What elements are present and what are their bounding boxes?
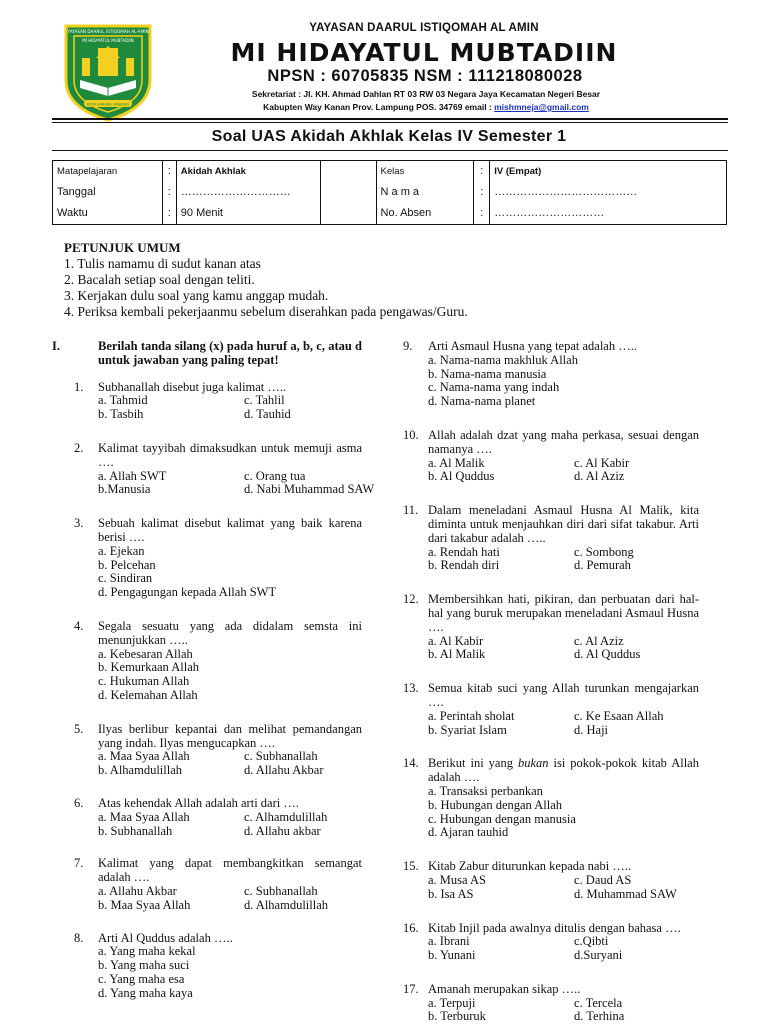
question-item (403, 983, 699, 1024)
question-item (403, 922, 699, 963)
question-text: Ilyas berlibur kepantai dan melihat pemandangan yang indah. Ilyas mengucapkan …. (98, 721, 362, 750)
answer-options (98, 885, 362, 913)
question-item (403, 682, 699, 737)
answer-option[interactable]: d. Muhammad SAW (574, 886, 677, 901)
answer-option[interactable]: b. Pelcehan (98, 557, 156, 572)
answer-options (98, 468, 375, 498)
answer-option[interactable]: c. Subhanallah (244, 883, 318, 898)
address-line-2-text: Kabupten Way Kanan Prov. Lampung POS. 34769 email : (263, 102, 495, 112)
instruction-item: 2. Bacalah setiap soal dengan teliti. (64, 272, 255, 287)
answer-option[interactable]: a. Kebesaran Allah (98, 646, 193, 661)
answer-option[interactable]: a. Al Malik (428, 455, 485, 470)
colon-cell (474, 161, 490, 225)
answer-option[interactable]: c. Nama-nama yang indah (428, 380, 560, 395)
question-number: 4. (74, 618, 84, 633)
answer-options (98, 811, 362, 839)
answer-options (98, 545, 362, 600)
answer-option[interactable]: a. Nama-nama makhluk Allah (428, 352, 578, 367)
answer-options (428, 935, 699, 963)
school-name: MI HIDAYATUL MUBTADIIN (230, 38, 618, 67)
value-subject: Akidah Akhlak (180, 166, 246, 177)
answer-option[interactable]: a. Al Kabir (428, 633, 484, 648)
answer-options (98, 945, 362, 1000)
instruction-item: 1. Tulis namamu di sudut kanan atas (64, 256, 261, 271)
logo-text-ribbon: KOTA KARANG PANJANG (86, 102, 130, 107)
answer-option[interactable]: a. Yang maha kekal (98, 944, 196, 959)
answer-option[interactable]: a. Allah SWT (98, 468, 167, 483)
info-label-cell (53, 161, 163, 225)
value-class: IV (Empat) (494, 166, 542, 177)
answer-option[interactable]: c. Tahlil (244, 393, 285, 408)
answer-option[interactable]: b. Yunani (428, 948, 476, 963)
answer-option[interactable]: c. Ke Esaan Allah (574, 708, 664, 723)
answer-option[interactable]: d. Pemurah (574, 558, 631, 573)
question-number: 1. (74, 379, 84, 394)
exam-title: Soal UAS Akidah Akhlak Kelas IV Semester 1 (211, 128, 567, 145)
logo-text-top: YAYASAN DAARUL ISTIQOMAH AL-AMIN (67, 29, 149, 34)
answer-option[interactable]: a. Ejekan (98, 543, 145, 558)
colon-cell (162, 161, 176, 225)
answer-option[interactable]: b. Syariat Islam (428, 722, 507, 737)
answer-option[interactable]: d. Kelemahan Allah (98, 687, 198, 702)
answer-option[interactable]: d. Tauhid (244, 407, 291, 422)
colon: : (167, 165, 171, 177)
answer-option[interactable]: c. Sindiran (98, 571, 153, 586)
question-text (428, 757, 699, 785)
answer-option[interactable]: a. Maa Syaa Allah (98, 809, 190, 824)
answer-options (428, 874, 699, 902)
colon: : (167, 207, 171, 219)
section-number: I. (52, 339, 60, 353)
answer-option[interactable]: b.Manusia (98, 482, 151, 497)
question-item (403, 757, 699, 840)
question-number: 9. (403, 339, 413, 353)
answer-option[interactable]: d. Alhamdulillah (244, 897, 329, 912)
question-text-part: Berikut ini yang (428, 756, 518, 771)
colon: : (480, 186, 484, 198)
answer-options (428, 785, 699, 840)
question-number: 8. (74, 930, 84, 945)
answer-option[interactable]: d.Suryani (574, 948, 623, 963)
answer-option[interactable]: c. Al Kabir (574, 455, 630, 470)
address-line-2 (0, 102, 768, 112)
question-number: 7. (74, 856, 84, 871)
answer-option[interactable]: d. Allahu akbar (244, 823, 321, 838)
answer-option[interactable]: c. Daud AS (574, 872, 632, 887)
answer-option[interactable]: b. Kemurkaan Allah (98, 660, 200, 675)
answer-option[interactable]: d. Pengagungan kepada Allah SWT (98, 585, 277, 600)
answer-option[interactable]: a. Rendah hati (428, 544, 500, 559)
label-subject: Matapelajaran (57, 166, 118, 177)
question-item (403, 340, 699, 409)
question-text: Kitab Zabur diturunkan kepada nabi ….. (428, 859, 632, 874)
address-line-1: Sekretariat : Jl. KH. Ahmad Dahlan RT 03 RW 03 Negara Jaya Kecamatan Negeri Besar (251, 89, 601, 99)
value-name[interactable]: ………………………………… (494, 186, 638, 198)
question-text: Kalimat tayyibah dimaksudkan untuk memuji asma …. (98, 440, 362, 469)
question-number: 2. (74, 440, 84, 455)
answer-options (428, 635, 699, 663)
answer-option[interactable]: c. Hukuman Allah (98, 674, 190, 689)
question-item (403, 593, 699, 662)
section-instruction: Berilah tanda silang (x) pada huruf a, b, c, atau d untuk jawaban yang paling tepat! (98, 339, 362, 367)
email-link[interactable]: mishmneja@gmail.com (494, 102, 589, 112)
question-text: Kitab Injil pada awalnya ditulis dengan bahasa …. (428, 920, 681, 935)
answer-option[interactable]: d. Nama-nama planet (428, 394, 536, 409)
answer-option[interactable]: c. Tercela (574, 995, 623, 1010)
answer-options (428, 710, 699, 738)
answer-option[interactable]: b. Al Quddus (428, 469, 495, 484)
info-spacer-cell (320, 161, 376, 225)
question-number: 10. (403, 427, 419, 442)
colon: : (480, 207, 484, 219)
info-table (52, 160, 727, 225)
answer-option[interactable]: c. Alhamdulillah (244, 809, 328, 824)
answer-option[interactable]: b. Nama-nama manusia (428, 366, 547, 381)
answer-option[interactable]: d. Al Quddus (574, 647, 641, 662)
question-text: Atas kehendak Allah adalah arti dari …. (98, 795, 299, 810)
question-text: Sebuah kalimat disebut kalimat yang baik karena berisi …. (98, 516, 362, 544)
logo-text-mid: MI HIDAYATUL MUBTADIIN (82, 38, 134, 43)
question-number: 11. (403, 503, 419, 518)
questions-left-column (52, 339, 375, 1000)
question-text-part: isi pokok-pokok kitab Allah adalah …. (428, 756, 699, 785)
answer-option[interactable]: b. Maa Syaa Allah (98, 897, 191, 912)
answer-option[interactable]: d. Allahu Akbar (244, 763, 324, 778)
question-number: 16. (403, 920, 419, 935)
answer-option[interactable]: c.Qibti (574, 934, 609, 949)
answer-options (98, 750, 362, 778)
answer-option[interactable]: b. Rendah diri (428, 558, 500, 573)
question-number: 17. (403, 981, 419, 996)
general-instructions (64, 240, 724, 320)
question-item (52, 517, 362, 600)
answer-options (428, 546, 699, 574)
question-number: 5. (74, 721, 84, 736)
answer-option[interactable]: a. Tahmid (98, 393, 148, 408)
question-item (52, 932, 362, 1001)
answer-options (428, 354, 699, 409)
answer-option[interactable]: c. Yang maha esa (98, 971, 185, 986)
label-name: N a m a (380, 186, 420, 198)
answer-option[interactable]: a. Musa AS (428, 872, 486, 887)
foundation-name: YAYASAN DAARUL ISTIQOMAH AL AMIN (309, 22, 539, 34)
question-number: 13. (403, 681, 419, 696)
answer-option[interactable]: d. Yang maha kaya (98, 985, 193, 1000)
question-item (52, 620, 362, 703)
value-time: 90 Menit (180, 207, 223, 219)
npsn-nsm: NPSN : 60705835 NSM : 111218080028 (267, 67, 583, 85)
instruction-item: 4. Periksa kembali pekerjaanmu sebelum diserahkan pada pengawas/Guru. (64, 304, 468, 319)
label-absen: No. Absen (380, 207, 432, 219)
question-item (52, 797, 362, 838)
question-item (52, 723, 362, 778)
value-date[interactable]: ………………………… (180, 186, 291, 198)
answer-option[interactable]: c. Hubungan dengan manusia (428, 811, 576, 826)
questions-right-column (403, 340, 699, 1024)
answer-option[interactable]: b. Hubungan dengan Allah (428, 797, 563, 812)
answer-option[interactable]: b. Subhanallah (98, 823, 173, 838)
answer-option[interactable]: a. Transaksi perbankan (428, 783, 543, 798)
question-text: Allah adalah dzat yang maha perkasa, sesuai dengan namanya …. (428, 427, 699, 456)
answer-option[interactable]: a. Terpuji (428, 995, 476, 1010)
answer-option[interactable]: c. Subhanallah (244, 749, 318, 764)
answer-option[interactable]: a. Ibrani (428, 934, 470, 949)
answer-option[interactable]: d. Al Aziz (574, 469, 625, 484)
label-class: Kelas (380, 166, 405, 177)
info-value-cell (176, 161, 320, 225)
answer-option[interactable]: a. Allahu Akbar (98, 883, 177, 898)
answer-option[interactable]: b. Terburuk (428, 1009, 486, 1024)
answer-options (98, 648, 362, 703)
question-text: Kalimat yang dapat membangkitkan semangat adalah …. (98, 856, 362, 885)
answer-option[interactable]: c. Sombong (574, 544, 634, 559)
info-value-cell (490, 161, 727, 225)
question-text: Segala sesuatu yang ada didalam semsta ini menunjukkan ….. (98, 618, 362, 647)
question-item (52, 440, 375, 497)
question-number: 15. (403, 859, 419, 874)
question-item (403, 504, 699, 573)
question-number: 12. (403, 592, 419, 607)
answer-option[interactable]: b. Alhamdulillah (98, 763, 183, 778)
answer-option[interactable]: a. Maa Syaa Allah (98, 749, 190, 764)
question-number: 6. (74, 795, 84, 810)
title-rule (52, 150, 728, 151)
answer-option[interactable]: c. Orang tua (244, 468, 306, 483)
label-time: Waktu (57, 207, 88, 219)
answer-option[interactable]: c. Al Aziz (574, 633, 624, 648)
question-number: 14. (403, 756, 419, 771)
answer-option[interactable]: b. Yang maha suci (98, 958, 190, 973)
question-text: Semua kitab suci yang Allah turunkan mengajarkan …. (428, 681, 699, 709)
answer-option[interactable]: d. Haji (574, 722, 609, 737)
header-rule-thick (52, 118, 728, 120)
question-item (403, 860, 699, 901)
question-text: Arti Asmaul Husna yang tepat adalah ….. (428, 339, 637, 353)
answer-option[interactable]: b. Al Malik (428, 647, 486, 662)
answer-option[interactable]: a. Perintah sholat (428, 708, 515, 723)
question-text: Amanah merupakan sikap ….. (428, 981, 581, 996)
answer-options (428, 457, 699, 485)
colon: : (167, 186, 171, 198)
answer-option[interactable]: d. Nabi Muhammad SAW (244, 482, 375, 497)
label-date: Tanggal (57, 186, 96, 198)
question-text: Membersihkan hati, pikiran, dan perbuatan dari hal-hal yang buruk merupakan meneladani Asmaul Husna …. (428, 592, 699, 634)
instruction-item: 3. Kerjakan dulu soal yang kamu anggap mudah. (64, 288, 329, 303)
answer-option[interactable]: b. Tasbih (98, 407, 144, 422)
question-number: 3. (74, 516, 84, 531)
answer-options (428, 997, 699, 1024)
answer-option[interactable]: d. Terhina (574, 1009, 625, 1024)
question-item (52, 857, 362, 912)
question-item (403, 429, 699, 484)
question-text: Arti Al Quddus adalah ….. (98, 930, 233, 945)
answer-option[interactable]: d. Ajaran tauhid (428, 825, 509, 840)
question-text-part: bukan (517, 756, 549, 771)
question-item (52, 381, 362, 422)
answer-options (98, 394, 362, 422)
colon: : (480, 165, 484, 177)
value-absen[interactable]: ………………………… (494, 207, 605, 219)
answer-option[interactable]: b. Isa AS (428, 886, 474, 901)
header-rule-thin (52, 122, 728, 123)
info-label-cell (376, 161, 474, 225)
question-text: Dalam meneladani Asmaul Husna Al Malik, kita diminta untuk menjauhkan diri dari sifat takabur. Arti dari takabur adalah ….. (428, 503, 699, 545)
instructions-heading: PETUNJUK UMUM (64, 240, 181, 255)
question-text: Subhanallah disebut juga kalimat ….. (98, 379, 287, 394)
section-heading (52, 340, 362, 368)
